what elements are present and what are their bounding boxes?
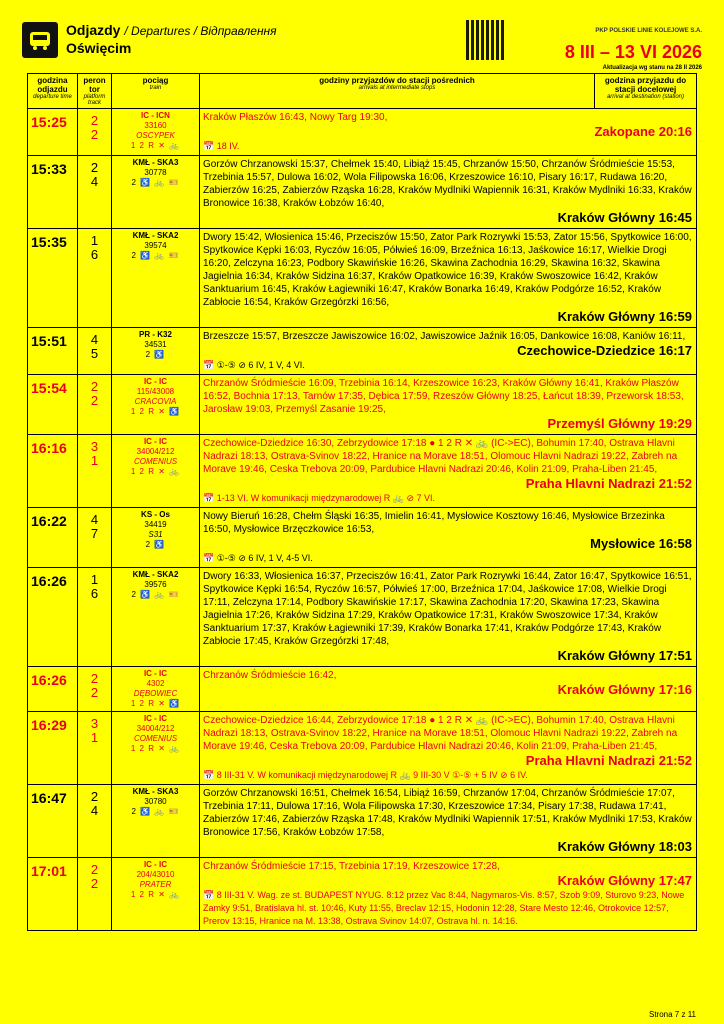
intermediate-stops: Brzeszcze 15:57, Brzeszcze Jawiszowice 16:02, Jawiszowice Jaźnik 16:05, Dankowice 16:08, Kaniów 16:11, Czechowice-Dziedzice 16:17 📅 ①-⑤ ⊘ 6 IV, 1 V, 4 VI.	[200, 328, 697, 375]
departure-time: 16:26	[28, 568, 78, 667]
train-info: IC - IC 34004/212 COMENIUS 1 2 R ✕ 🚲	[112, 435, 200, 508]
train-note: 📅 1-13 VI. W komunikacji międzynarodowej R 🚲 ⊘ 7 VI.	[203, 493, 436, 503]
validity-dates: 8 III – 13 VI 2026	[564, 42, 702, 62]
train-amenities-icon: 2 ♿ 🚲 🎫	[131, 807, 180, 816]
table-row	[28, 568, 697, 667]
train-amenities-icon: 1 2 R ✕ 🚲	[130, 744, 181, 753]
train-amenities-icon: 1 2 R ✕ ♿	[130, 699, 181, 708]
col-time: godzina odjazdu departure time	[28, 74, 78, 109]
col-stops: godziny przyjazdów do stacji pośrednich arrivals at intermediate stops	[200, 74, 595, 109]
departure-time: 16:47	[28, 785, 78, 858]
train-amenities-icon: 1 2 R ✕ 🚲	[130, 890, 181, 899]
intermediate-stops: Dwory 15:42, Włosienica 15:46, Przeciszów 15:50, Zator Park Rozrywki 15:53, Zator 15:56, Spytkowice 16:00, Spytkowice Kępki 16:03, Ryczów 16:05, Półwieś 16:09, Brzeźnica 16:13, Jaśkowice 16:17, Wielkie Drogi 16:20, Zelczyna 16:23, Podbory Skawińskie 16:26, Skawina Zachodnia 16:29, Skawina 16:32, Skawina Jagielnia 16:34, Kraków Sidzina 16:37, Kraków Opatkowice 16:39, Kraków Swoszowice 16:42, Kraków Sanktuarium 16:45, Kraków Łagiewniki 16:47, Kraków Bonarka 16:49, Kraków Podgórze 16:52, Kraków Zabłocie 16:54, Kraków Grzegórzki 16:56, Kraków Główny 16:59	[200, 229, 697, 328]
qr-code	[466, 20, 506, 60]
train-note: 📅 8 III-31 V. Wag. ze st. BUDAPEST NYUG. 8:12 przez Vac 8:44, Nagymaros-Vis. 8:57, Szob 9:09, Sturovo 9:23, Nowe Zamky 9:51, Bratislava hl. st. 10:46, Kuty 11:55, Breclav 12:15, Hodonin 12:28, Stare Mesto 12:46, Otrokovice 12:57, Prerov 13:15, Hranice na M. 13:38, Ostrava Svinov 14:07, Ostrava hl. n. 14:16.	[203, 890, 685, 926]
train-amenities-icon: 2 ♿ 🚲 🎫	[131, 590, 180, 599]
train-info: KMŁ - SKA2 39576 2 ♿ 🚲 🎫	[112, 568, 200, 667]
train-amenities-icon: 1 2 R ✕ ♿	[130, 407, 181, 416]
train-info: KMŁ - SKA3 30778 2 ♿ 🚲 🎫	[112, 156, 200, 229]
train-amenities-icon: 2 ♿ 🚲 🎫	[131, 251, 180, 260]
departure-time: 16:26	[28, 667, 78, 712]
departure-time: 17:01	[28, 858, 78, 931]
train-amenities-icon: 2 ♿ 🚲 🎫	[131, 178, 180, 187]
col-dest: godzina przyjazdu do stacji docelowej arrival at destination (station)	[595, 74, 697, 109]
train-info: KMŁ - SKA2 39574 2 ♿ 🚲 🎫	[112, 229, 200, 328]
intermediate-stops: Kraków Płaszów 16:43, Nowy Targ 19:30, Zakopane 20:16 📅 18 IV.	[200, 109, 697, 156]
intermediate-stops: Nowy Bieruń 16:28, Chełm Śląski 16:35, Imielin 16:41, Mysłowice Kosztowy 16:46, Mysłowice Brzezinka 16:50, Mysłowice Brzęczkowice 16:53, Mysłowice 16:58 📅 ①-⑤ ⊘ 6 IV, 1 V, 4-5 VI.	[200, 508, 697, 568]
platform-track: 3 1	[78, 435, 112, 508]
train-note: 📅 ①-⑤ ⊘ 6 IV, 1 V, 4 VI.	[203, 360, 305, 370]
departures-table	[27, 73, 697, 931]
platform-track: 4 5	[78, 328, 112, 375]
intermediate-stops: Dwory 16:33, Włosienica 16:37, Przeciszów 16:41, Zator Park Rozrywki 16:44, Zator 16:47, Spytkowice 16:51, Spytkowice Kępki 16:54, Ryczów 16:57, Półwieś 17:00, Brzeźnica 17:04, Jaśkowice 17:08, Wielkie Drogi 17:11, Zelczyna 17:14, Podbory Skawińskie 17:17, Skawina Zachodnia 17:20, Skawina 17:23, Skawina Jagielnia 17:26, Kraków Sidzina 17:29, Kraków Opatkowice 17:31, Kraków Swoszowice 17:34, Kraków Sanktuarium 17:37, Kraków Łagiewniki 17:39, Kraków Bonarka 17:41, Kraków Podgórze 17:43, Kraków Zabłocie 17:45, Kraków Grzegórzki 17:48, Kraków Główny 17:51	[200, 568, 697, 667]
destination: Kraków Główny 17:51	[557, 648, 692, 663]
col-train: pociąg train	[112, 74, 200, 109]
platform-track: 2 4	[78, 785, 112, 858]
train-info: PR - K32 34531 2 ♿	[112, 328, 200, 375]
destination: Kraków Główny 18:03	[557, 839, 692, 854]
station-name: Oświęcim	[66, 40, 132, 56]
destination: Kraków Główny 16:45	[557, 210, 692, 225]
page-title: Odjazdy / Departures / Відправлення	[66, 22, 277, 38]
departure-time: 15:33	[28, 156, 78, 229]
platform-track: 2 2	[78, 667, 112, 712]
table-header	[28, 74, 697, 109]
train-note: 📅 ①-⑤ ⊘ 6 IV, 1 V, 4-5 VI.	[203, 553, 313, 563]
intermediate-stops: Chrzanów Śródmieście 16:09, Trzebinia 16:14, Krzeszowice 16:23, Kraków Główny 16:41, Kraków Płaszów 16:52, Bochnia 17:13, Tarnów 17:35, Dębica 17:59, Rzeszów Główny 18:25, Łańcut 18:39, Przeworsk 18:53, Jarosław 19:03, Przemyśl Zasanie 19:25, Przemyśl Główny 19:29	[200, 375, 697, 435]
train-note: 📅 8 III-31 V. W komunikacji międzynarodowej R 🚲 9 III-30 V ①-⑤ + 5 IV ⊘ 6 IV.	[203, 770, 528, 780]
table-row	[28, 109, 697, 156]
platform-track: 2 4	[78, 156, 112, 229]
departure-time: 16:29	[28, 712, 78, 785]
destination: Mysłowice 16:58	[590, 536, 692, 551]
platform-track: 1 6	[78, 568, 112, 667]
table-row	[28, 435, 697, 508]
platform-track: 2 2	[78, 109, 112, 156]
platform-track: 4 7	[78, 508, 112, 568]
train-amenities-icon: 1 2 R ✕ 🚲	[130, 141, 181, 150]
train-amenities-icon: 2 ♿	[145, 540, 166, 549]
departure-time: 16:22	[28, 508, 78, 568]
train-info: KMŁ - SKA3 30780 2 ♿ 🚲 🎫	[112, 785, 200, 858]
train-amenities-icon: 2 ♿	[145, 350, 166, 359]
platform-track: 2 2	[78, 858, 112, 931]
train-info: IC - IC 115/43008 CRACOVIA 1 2 R ✕ ♿	[112, 375, 200, 435]
table-row	[28, 712, 697, 785]
table-row	[28, 328, 697, 375]
train-info: IC - IC 4302 DĘBOWIEC 1 2 R ✕ ♿	[112, 667, 200, 712]
train-info: IC - IC 34004/212 COMENIUS 1 2 R ✕ 🚲	[112, 712, 200, 785]
table-row	[28, 858, 697, 931]
table-row	[28, 667, 697, 712]
intermediate-stops: Gorzów Chrzanowski 15:37, Chełmek 15:40, Libiąż 15:45, Chrzanów 15:50, Chrzanów Śródmieście 15:53, Trzebinia 15:57, Dulowa 16:02, Wola Filipowska 16:06, Krzeszowice 16:10, Pisary 16:17, Rudawa 16:20, Zabierzów 16:25, Zabierzów Rząska 16:28, Kraków Mydlniki Wapiennik 16:31, Kraków Mydlniki 16:33, Kraków Bronowice 16:38, Kraków Łobzów 16:40, Kraków Główny 16:45	[200, 156, 697, 229]
header	[22, 20, 702, 70]
platform-track: 3 1	[78, 712, 112, 785]
table-row	[28, 229, 697, 328]
destination: Kraków Główny 16:59	[557, 309, 692, 324]
destination: Kraków Główny 17:16	[557, 682, 692, 697]
intermediate-stops: Czechowice-Dziedzice 16:30, Zebrzydowice 17:18 ● 1 2 R ✕ 🚲 (IC->EC), Bohumin 17:40, Ostrava Hlavni Nadrazi 18:13, Ostrava-Svinov 18:22, Hranice na Morave 18:51, Olomouc Hlavni Nadrazi 19:22, Zabreh na Morave 19:46, Ceska Trebova 20:09, Pardubice Hlavni Nadrazi 20:46, Kolin 21:09, Praha-Liben 21:45, Praha Hlavni Nadrazi 21:52 📅 1-13 VI. W komunikacji międzynarodowej R 🚲 ⊘ 7 VI.	[200, 435, 697, 508]
departure-time: 15:25	[28, 109, 78, 156]
intermediate-stops: Czechowice-Dziedzice 16:44, Zebrzydowice 17:18 ● 1 2 R ✕ 🚲 (IC->EC), Bohumin 17:40, Ostrava Hlavni Nadrazi 18:13, Ostrava-Svinov 18:22, Hranice na Morave 18:51, Olomouc Hlavni Nadrazi 19:22, Zabreh na Morave 19:46, Ceska Trebova 20:09, Pardubice Hlavni Nadrazi 20:46, Kolin 21:09, Praha-Liben 21:45, Praha Hlavni Nadrazi 21:52 📅 8 III-31 V. W komunikacji międzynarodowej R 🚲 9 III-30 V ①-⑤ + 5 IV ⊘ 6 IV.	[200, 712, 697, 785]
table-row	[28, 785, 697, 858]
platform-track: 1 6	[78, 229, 112, 328]
table-row	[28, 375, 697, 435]
destination: Praha Hlavni Nadrazi 21:52	[525, 476, 692, 491]
table-row	[28, 156, 697, 229]
train-amenities-icon: 1 2 R ✕ 🚲	[130, 467, 181, 476]
intermediate-stops: Chrzanów Śródmieście 16:42, Kraków Główny 17:16	[200, 667, 697, 712]
operator-logo: PKP POLSKIE LINIE KOLEJOWE S.A.	[595, 28, 702, 34]
train-note: 📅 18 IV.	[203, 141, 240, 151]
train-info: KS - Os 34419 S31 2 ♿	[112, 508, 200, 568]
page-number: Strona 7 z 11	[649, 1010, 696, 1019]
departure-time: 16:16	[28, 435, 78, 508]
destination: Przemyśl Główny 19:29	[547, 416, 692, 431]
update-note: Aktualizacja wg stanu na 28 II 2026	[602, 65, 702, 71]
train-info: IC - IC 204/43010 PRATER 1 2 R ✕ 🚲	[112, 858, 200, 931]
destination: Czechowice-Dziedzice 16:17	[517, 343, 692, 358]
departure-time: 15:51	[28, 328, 78, 375]
col-platform: peron tor platform track	[78, 74, 112, 109]
destination: Zakopane 20:16	[594, 124, 692, 139]
platform-track: 2 2	[78, 375, 112, 435]
train-icon	[22, 22, 58, 58]
intermediate-stops: Gorzów Chrzanowski 16:51, Chełmek 16:54, Libiąż 16:59, Chrzanów 17:04, Chrzanów Śródmieście 17:07, Trzebinia 17:11, Dulowa 17:16, Wola Filipowska 17:30, Krzeszowice 17:34, Pisary 17:38, Rudawa 17:41, Zabierzów 17:46, Zabierzów Rząska 17:48, Kraków Mydlniki Wapiennik 17:51, Kraków Mydlniki 17:53, Kraków Bronowice 17:56, Kraków Łobzów 17:58, Kraków Główny 18:03	[200, 785, 697, 858]
intermediate-stops: Chrzanów Śródmieście 17:15, Trzebinia 17:19, Krzeszowice 17:28, Kraków Główny 17:47 📅 8 III-31 V. Wag. ze st. BUDAPEST NYUG. 8:12 przez Vac 8:44, Nagymaros-Vis. 8:57, Szob 9:09, Sturovo 9:23, Nowe Zamky 9:51, Bratislava hl. st. 10:46, Kuty 11:55, Breclav 12:15, Hodonin 12:28, Stare Mesto 12:46, Otrokovice 12:57, Prerov 13:15, Hranice na M. 13:38, Ostrava Svinov 14:07, Ostrava hl. n. 14:16.	[200, 858, 697, 931]
destination: Praha Hlavni Nadrazi 21:52	[525, 753, 692, 768]
departure-time: 15:35	[28, 229, 78, 328]
departure-time: 15:54	[28, 375, 78, 435]
destination: Kraków Główny 17:47	[557, 873, 692, 888]
train-info: IC - ICN 33160 OSCYPEK 1 2 R ✕ 🚲	[112, 109, 200, 156]
table-row	[28, 508, 697, 568]
